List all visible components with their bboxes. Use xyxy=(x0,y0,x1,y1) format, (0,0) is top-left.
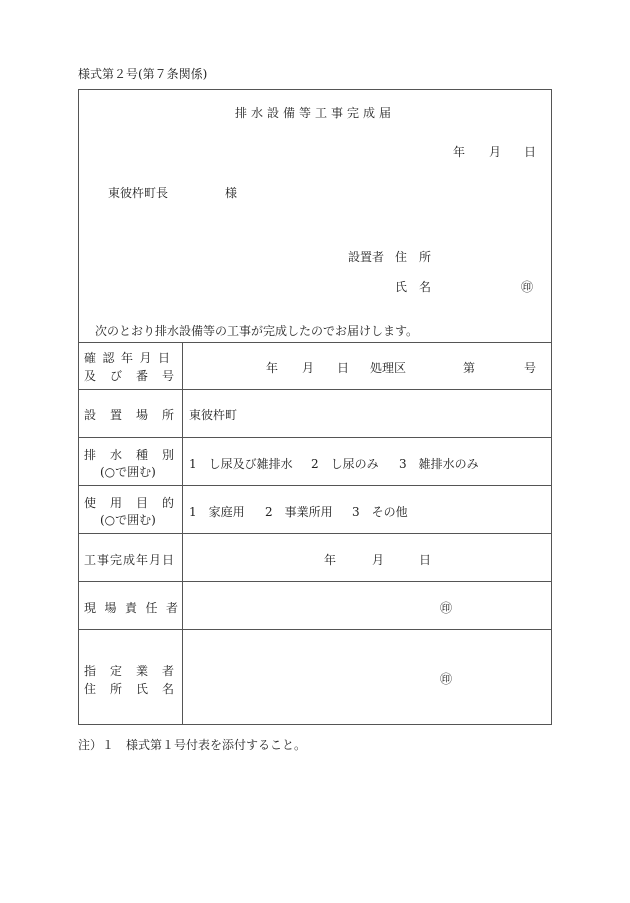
form-header-box xyxy=(78,89,552,343)
date-year: 年 xyxy=(453,145,466,159)
applicant-role: 設置者 xyxy=(348,250,385,264)
drain-type-option-2: 2 し尿のみ xyxy=(311,457,379,471)
confirm-label-line2: 及び番号 xyxy=(84,369,189,383)
completion-day: 日 xyxy=(419,553,432,567)
purpose-option-2: 2 事業所用 xyxy=(265,505,333,519)
row-divider xyxy=(78,389,551,390)
date-day: 日 xyxy=(524,145,537,159)
confirm-no-prefix: 第 xyxy=(463,361,476,375)
confirm-district: 処理区 xyxy=(370,361,407,375)
date-month: 月 xyxy=(489,145,502,159)
completion-month: 月 xyxy=(372,553,385,567)
addressee-name: 東彼杵町長 xyxy=(108,186,169,200)
manager-label: 現場責任者 xyxy=(84,601,187,615)
confirm-label-line1: 確認年月日 xyxy=(84,351,177,365)
completion-label: 工事完成年月日 xyxy=(84,553,176,567)
completion-year: 年 xyxy=(324,553,337,567)
location-value: 東彼杵町 xyxy=(189,408,238,422)
contractor-seal: ㊞ xyxy=(440,672,453,686)
contractor-label-line1: 指定業者 xyxy=(84,664,189,678)
location-label: 設置場所 xyxy=(84,408,189,422)
row-divider xyxy=(78,581,551,582)
purpose-option-1: 1 家庭用 xyxy=(189,505,245,519)
contractor-label-line2: 住所氏名 xyxy=(84,682,189,696)
confirm-month: 月 xyxy=(302,361,315,375)
drain-type-label: 排水種別 xyxy=(84,448,189,462)
addressee-honorific: 様 xyxy=(225,186,238,200)
applicant-address-label: 住 所 xyxy=(395,250,432,264)
confirm-year: 年 xyxy=(266,361,279,375)
drain-type-sublabel: (○で囲む) xyxy=(100,465,156,479)
row-divider xyxy=(78,533,551,534)
purpose-sublabel: (○で囲む) xyxy=(100,513,156,527)
drain-type-option-3: 3 雑排水のみ xyxy=(399,457,479,471)
confirm-day: 日 xyxy=(337,361,350,375)
form-title: 排水設備等工事完成届 xyxy=(234,106,395,120)
purpose-label: 使用目的 xyxy=(84,496,189,510)
drain-type-option-1: 1 し尿及び雑排水 xyxy=(189,457,293,471)
purpose-option-3: 3 その他 xyxy=(352,505,408,519)
form-number: 様式第２号(第７条関係) xyxy=(78,67,208,81)
footnote: 注）１ 様式第１号付表を添付すること。 xyxy=(78,738,307,752)
row-divider xyxy=(78,629,551,630)
row-divider xyxy=(78,437,551,438)
statement: 次のとおり排水設備等の工事が完成したのでお届けします。 xyxy=(95,324,419,338)
applicant-seal: ㊞ xyxy=(521,280,534,294)
manager-seal: ㊞ xyxy=(440,601,453,615)
row-divider xyxy=(78,485,551,486)
confirm-no-suffix: 号 xyxy=(524,361,537,375)
applicant-name-label: 氏 名 xyxy=(395,280,432,294)
